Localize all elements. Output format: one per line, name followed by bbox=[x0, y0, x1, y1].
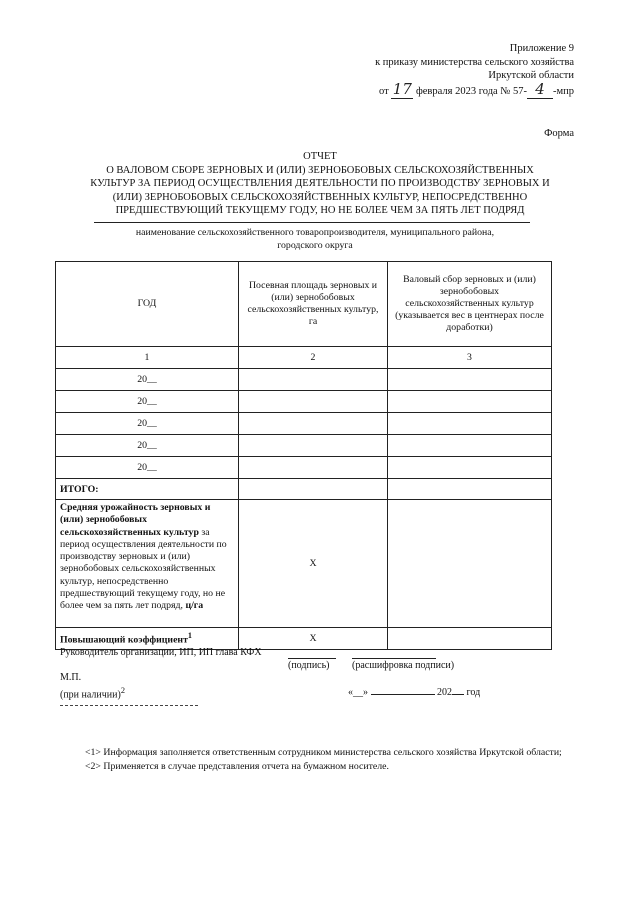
table-row bbox=[56, 391, 552, 413]
footnote: <1> Информация заполняется ответственным сотрудником министерства сельского хозяйства Иркутской области; bbox=[85, 747, 562, 758]
coefficient-value-cell[interactable] bbox=[388, 628, 552, 650]
total-harvest-cell[interactable] bbox=[388, 479, 552, 500]
area-input-cell[interactable] bbox=[239, 457, 388, 479]
header-year: ГОД bbox=[56, 262, 239, 347]
year-cell: 20__ bbox=[56, 369, 239, 391]
footnotes bbox=[55, 746, 587, 773]
area-input-cell[interactable] bbox=[239, 435, 388, 457]
harvest-input-cell[interactable] bbox=[388, 413, 552, 435]
year-cell: 20__ bbox=[56, 457, 239, 479]
handwritten-day: 17 bbox=[392, 79, 412, 98]
area-input-cell[interactable] bbox=[239, 413, 388, 435]
month-year: февраля 2023 года bbox=[415, 85, 498, 97]
if-any-label: (при наличии)$^2$ bbox=[60, 686, 125, 701]
table-header-row bbox=[56, 262, 552, 347]
appendix-line: Приложение 9 bbox=[509, 43, 574, 54]
area-input-cell[interactable] bbox=[239, 391, 388, 413]
report-table bbox=[55, 261, 552, 650]
harvest-input-cell[interactable] bbox=[388, 369, 552, 391]
column-number: 1 bbox=[56, 347, 239, 369]
year-cell: 20__ bbox=[56, 413, 239, 435]
report-title bbox=[50, 150, 590, 218]
footnote: <2> Применяется в случае представления отчета на бумажном носителе. bbox=[85, 760, 389, 772]
column-number: 3 bbox=[388, 347, 552, 369]
date-year-prefix: 202 bbox=[437, 687, 452, 698]
average-yield-x: Х bbox=[239, 500, 388, 628]
average-yield-value-cell[interactable] bbox=[388, 500, 552, 628]
year-cell: 20__ bbox=[56, 391, 239, 413]
producer-name-field[interactable] bbox=[94, 222, 530, 223]
table-row bbox=[56, 413, 552, 435]
producer-name-caption: наименование сельскохозяйственного товаропроизводителя, муниципального района, городского округа bbox=[135, 227, 495, 251]
number-suffix: -мпр bbox=[552, 85, 574, 97]
coefficient-x: Х bbox=[239, 628, 388, 650]
coefficient-label: Повышающий коэффициент$^1$ bbox=[56, 628, 239, 650]
dashed-separator bbox=[60, 705, 198, 706]
harvest-input-cell[interactable] bbox=[388, 435, 552, 457]
header-harvest: Валовый сбор зерновых и (или) зернобобовых сельскохозяйственных культур (указывается вес в центнерах после доработки) bbox=[388, 262, 552, 347]
column-number: 2 bbox=[239, 347, 388, 369]
signature-caption: (подпись) bbox=[288, 660, 330, 671]
head-label: Руководитель организации, ИП, ИП глава КФХ bbox=[60, 647, 262, 658]
total-row bbox=[56, 479, 552, 500]
table-row bbox=[56, 369, 552, 391]
appendix-line: к приказу министерства сельского хозяйства bbox=[375, 56, 574, 68]
stamp-label: М.П. bbox=[60, 672, 82, 683]
date-month-field[interactable] bbox=[371, 684, 435, 695]
date-line bbox=[348, 684, 480, 699]
area-input-cell[interactable] bbox=[239, 369, 388, 391]
column-numbers-row bbox=[56, 347, 552, 369]
title-line: (ИЛИ) ЗЕРНОБОБОВЫХ СЕЛЬСКОХОЗЯЙСТВЕННЫХ КУЛЬТУР, НЕПОСРЕДСТВЕННО bbox=[112, 191, 528, 203]
number-prefix: № 57- bbox=[500, 85, 527, 97]
table-row bbox=[56, 457, 552, 479]
harvest-input-cell[interactable] bbox=[388, 457, 552, 479]
handwritten-number: 4 bbox=[527, 83, 553, 100]
header-area: Посевная площадь зерновых и (или) зернобобовых сельскохозяйственных культур, га bbox=[239, 262, 388, 347]
date-day: «__» bbox=[348, 687, 368, 698]
total-label: ИТОГО: bbox=[56, 479, 239, 500]
harvest-input-cell[interactable] bbox=[388, 391, 552, 413]
title-line: О ВАЛОВОМ СБОРЕ ЗЕРНОВЫХ И (ИЛИ) ЗЕРНОБОБОВЫХ СЕЛЬСКОХОЗЯЙСТВЕННЫХ bbox=[106, 164, 534, 176]
title-line: ПРЕДШЕСТВУЮЩИЙ ТЕКУЩЕМУ ГОДУ, НО НЕ БОЛЕЕ ЧЕМ ЗА ПЯТЬ ЛЕТ ПОДРЯД bbox=[115, 205, 525, 216]
appendix-block bbox=[314, 42, 574, 99]
title-line: КУЛЬТУР ЗА ПЕРИОД ОСУЩЕСТВЛЕНИЯ ДЕЯТЕЛЬНОСТИ ПО ПРОИЗВОДСТВУ ЗЕРНОВЫХ И bbox=[90, 178, 550, 189]
date-word: год bbox=[466, 687, 481, 698]
date-year-field[interactable] bbox=[452, 684, 464, 695]
year-cell: 20__ bbox=[56, 435, 239, 457]
average-yield-label: Средняя урожайность зерновых и (или) зернобобовых сельскохозяйственных культур за период осуществления деятельности по производству зерновых и (или) зернобобовых сельскохозяйственных культур, непосредственно предшествующий текущему году, но не более чем за пять лет подряд, ц/га bbox=[56, 500, 239, 628]
date-prefix: от bbox=[379, 85, 389, 97]
total-area-cell[interactable] bbox=[239, 479, 388, 500]
title-line: ОТЧЕТ bbox=[303, 151, 337, 162]
appendix-line: Иркутской области bbox=[488, 70, 574, 81]
table-row bbox=[56, 435, 552, 457]
form-label: Форма bbox=[544, 128, 574, 139]
average-yield-row bbox=[56, 500, 552, 628]
appendix-date-line bbox=[314, 79, 574, 100]
decoding-caption: (расшифровка подписи) bbox=[352, 660, 455, 671]
